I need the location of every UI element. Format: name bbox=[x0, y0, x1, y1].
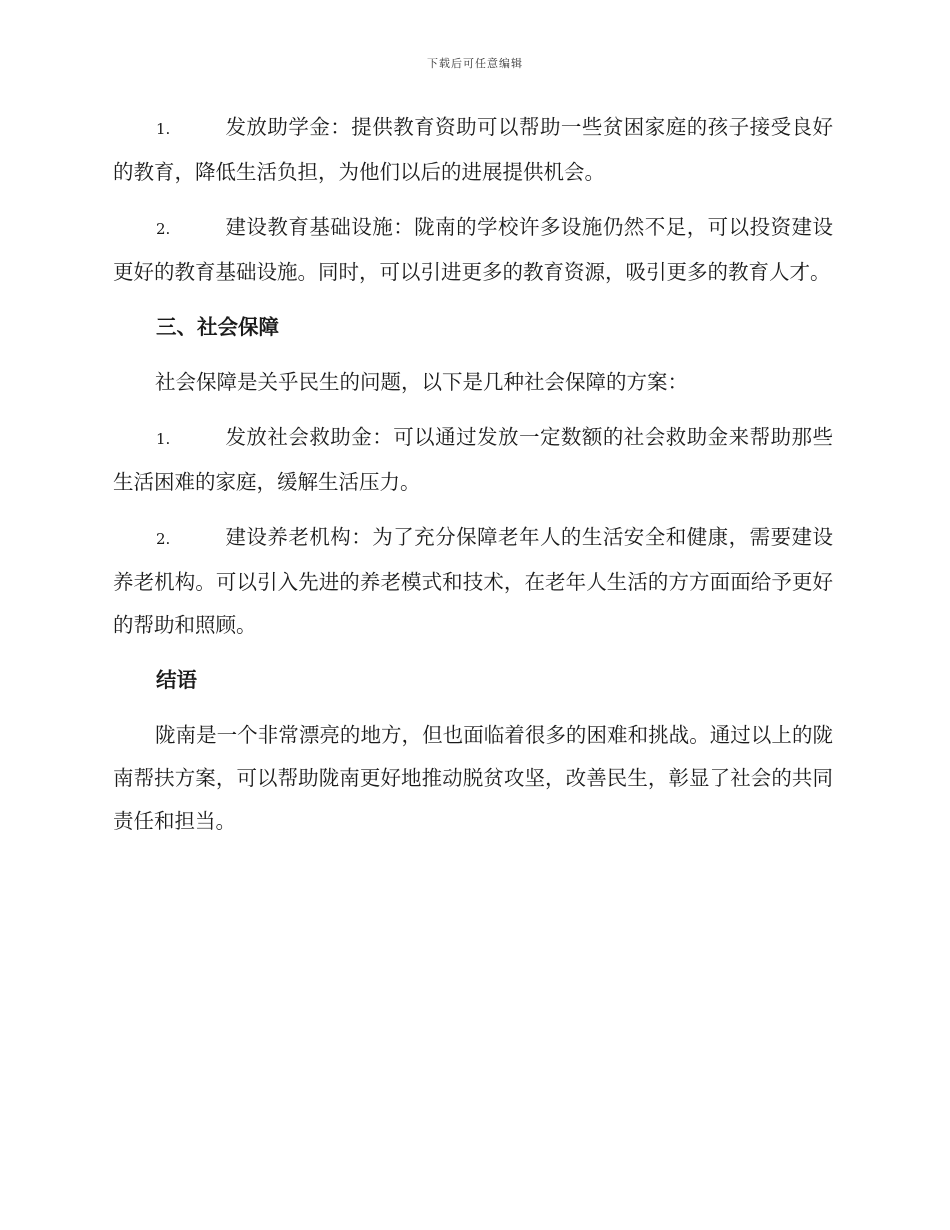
list-item bbox=[113, 416, 833, 504]
list-item bbox=[113, 206, 833, 294]
section-intro-paragraph: 社会保障是关乎民生的问题，以下是几种社会保障的方案： bbox=[155, 370, 688, 394]
list-item bbox=[113, 516, 833, 647]
list-number: 2. bbox=[156, 530, 171, 548]
list-text: 建设养老机构：为了充分保障老年人的生活安全和健康，需要建设养老机构。可以引入先进的养老模式和技术，在老年人生活的方方面面给予更好的帮助和照顾。 bbox=[113, 525, 833, 637]
list-item bbox=[113, 106, 833, 194]
document-body bbox=[113, 106, 833, 855]
list-text: 发放助学金：提供教育资助可以帮助一些贫困家庭的孩子接受良好的教育，降低生活负担，为他们以后的进展提供机会。 bbox=[113, 115, 833, 184]
section-heading-conclusion: 结语 bbox=[156, 668, 197, 692]
header-note: 下载后可任意编辑 bbox=[427, 57, 523, 70]
list-text: 建设教育基础设施：陇南的学校许多设施仍然不足，可以投资建设更好的教育基础设施。同时，可以引进更多的教育资源，吸引更多的教育人才。 bbox=[113, 215, 833, 284]
list-number: 2. bbox=[156, 220, 171, 238]
conclusion-paragraph: 陇南是一个非常漂亮的地方，但也面临着很多的困难和挑战。通过以上的陇南帮扶方案，可以帮助陇南更好地推动脱贫攻坚，改善民生，彰显了社会的共同责任和担当。 bbox=[113, 723, 833, 833]
list-text: 发放社会救助金：可以通过发放一定数额的社会救助金来帮助那些生活困难的家庭，缓解生活压力。 bbox=[113, 425, 833, 494]
list-number: 1. bbox=[156, 430, 171, 448]
list-number: 1. bbox=[156, 120, 171, 138]
section-heading-social-security: 三、社会保障 bbox=[156, 315, 279, 339]
